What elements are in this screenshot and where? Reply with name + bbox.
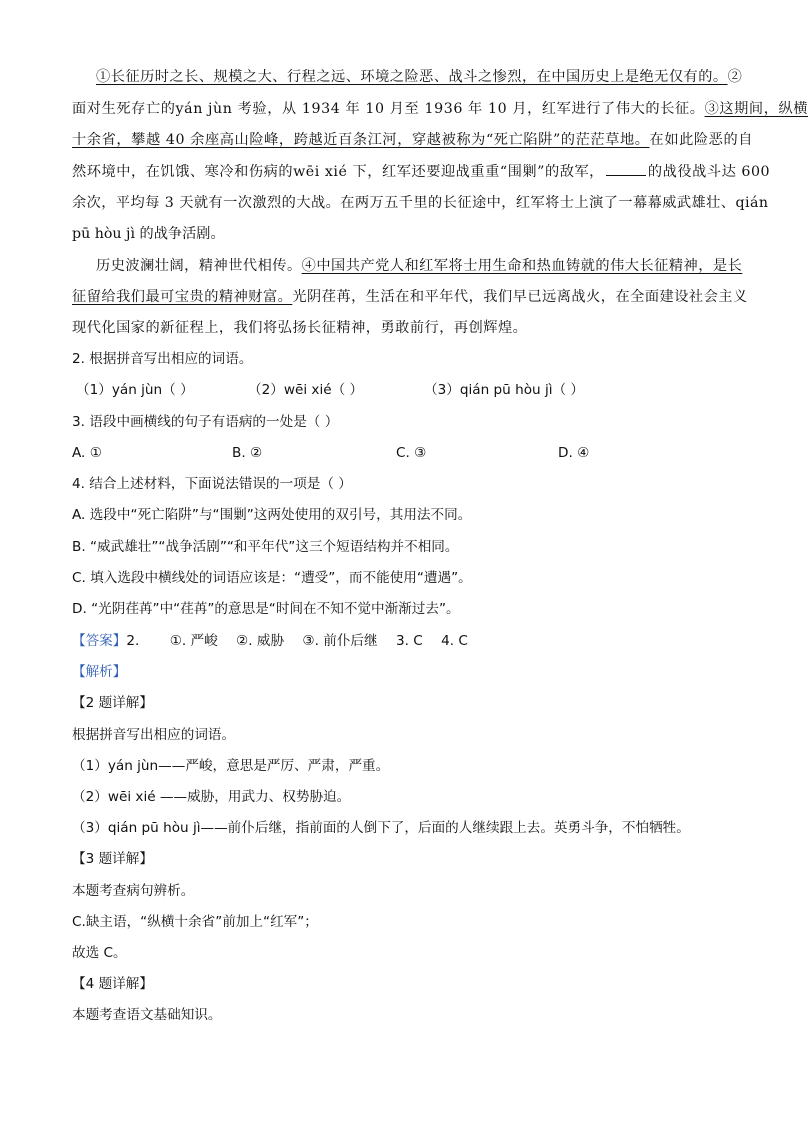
question-3-option-a: A. ① bbox=[72, 445, 102, 461]
analysis-q2-item-3: （3）qián pū hòu jì——前仆后继，指前面的人倒下了，后面的人继续跟上去。英勇斗争，不怕牺牲。 bbox=[72, 820, 690, 836]
underlined-sentence-4-end: 征留给我们最可宝贵的精神财富。 bbox=[72, 289, 293, 305]
answer-label: 【答案】 bbox=[72, 633, 127, 649]
text-segment: 在如此险恶的自 bbox=[649, 132, 754, 148]
question-4-option-b: B. “威武雄壮”“战争活剧”“和平年代”这三个短语结构并不相同。 bbox=[72, 539, 459, 555]
text-segment: 考验，从 1934 年 10 月至 1936 年 10 月，红军进行了伟大的长征。 bbox=[232, 101, 705, 117]
answer-number: 2. bbox=[126, 633, 140, 649]
question-4-option-d: D. “光阴荏苒”中“荏苒”的意思是“时间在不知不觉中渐渐过去”。 bbox=[72, 601, 460, 617]
question-4-option-a: A. 选段中“死亡陷阱”与“围剿”这两处使用的双引号，其用法不同。 bbox=[72, 507, 472, 523]
answer-item-5: 4. C bbox=[441, 633, 468, 649]
analysis-q2-text: 根据拼音写出相应的词语。 bbox=[72, 727, 236, 743]
answer-item-3: ③. 前仆后继 bbox=[302, 633, 378, 649]
answer-item-4: 3. C bbox=[395, 633, 423, 649]
passage-line-5: 余次，平均每 3 天就有一次激烈的大战。在两万五千里的长征途中，红军将士上演了一幕幕威武雄壮、qián bbox=[72, 195, 769, 211]
answer-item-1: ①. 严峻 bbox=[169, 633, 218, 649]
text-segment: 然环境中，在饥饿、寒冷和伤病的 bbox=[72, 164, 294, 180]
passage-line-9: 现代化国家的新征程上，我们将弘扬长征精神，勇敢前行，再创辉煌。 bbox=[72, 320, 528, 336]
text-segment: 下，红军还要迎战重重“围剿”的敌军， bbox=[347, 164, 604, 180]
answer-item-2: ②. 威胁 bbox=[236, 633, 285, 649]
pinyin-yanjun: yán jùn bbox=[175, 101, 233, 117]
text-segment: 历史波澜壮阔，精神世代相传。 bbox=[96, 258, 302, 274]
question-2-item-1: （1）yán jùn（ ） bbox=[76, 382, 194, 398]
analysis-q2-item-1: （1）yán jùn——严峻，意思是严厉、严肃，严重。 bbox=[72, 758, 390, 774]
underlined-sentence-3-end: 十余省，攀越 40 余座高山险峰，跨越近百条江河，穿越被称为“死亡陷阱”的茫茫草地。 bbox=[72, 132, 650, 148]
answer-line bbox=[72, 631, 468, 651]
question-3-option-b: B. ② bbox=[232, 445, 263, 461]
analysis-q4-heading: 【4 题详解】 bbox=[72, 976, 153, 992]
text-segment: 的战役战斗达 600 bbox=[647, 164, 771, 180]
passage-line-6: pū hòu jì 的战争活剧。 bbox=[72, 226, 225, 242]
question-4-stem: 4. 结合上述材料，下面说法错误的一项是（ ） bbox=[72, 476, 352, 492]
underlined-sentence-4-start: ④中国共产党人和红军将士用生命和热血铸就的伟大长征精神，是长 bbox=[301, 258, 743, 274]
question-2-item-3: （3）qián pū hòu jì（ ） bbox=[424, 382, 585, 398]
analysis-label: 【解析】 bbox=[72, 664, 127, 680]
question-3-stem: 3. 语段中画横线的句子有语病的一处是（ ） bbox=[72, 414, 339, 430]
underlined-sentence-1: ①长征历时之长、规模之大、行程之远、环境之险恶、战斗之惨烈，在中国历史上是绝无仅有的。 bbox=[96, 69, 728, 85]
question-2-stem: 2. 根据拼音写出相应的词语。 bbox=[72, 351, 253, 367]
analysis-q3-text-3: 故选 C。 bbox=[72, 945, 127, 961]
passage-line-3 bbox=[72, 130, 753, 150]
analysis-q2-heading: 【2 题详解】 bbox=[72, 695, 153, 711]
analysis-q3-heading: 【3 题详解】 bbox=[72, 851, 153, 867]
fill-blank bbox=[606, 161, 646, 176]
question-4-option-c: C. 填入选段中横线处的词语应该是：“遭受”，而不能使用“遭遇”。 bbox=[72, 570, 472, 586]
text-segment: 面对生死存亡的 bbox=[72, 101, 176, 117]
passage-line-2 bbox=[72, 99, 808, 119]
pinyin-weixie: wēi xié bbox=[293, 164, 348, 180]
analysis-q4-text-1: 本题考查语文基础知识。 bbox=[72, 1007, 222, 1023]
analysis-q3-text-1: 本题考查病句辨析。 bbox=[72, 883, 195, 899]
passage-line-8 bbox=[72, 287, 748, 307]
analysis-q2-item-2: （2）wēi xié ——威胁，用武力、权势胁迫。 bbox=[72, 789, 351, 805]
underlined-sentence-3-start: ③这期间，纵横 bbox=[704, 101, 808, 117]
analysis-q3-text-2: C.缺主语，“纵横十余省”前加上“红军”； bbox=[72, 914, 318, 930]
question-2-item-2: （2）wēi xié（ ） bbox=[248, 382, 364, 398]
marker-2: ② bbox=[727, 69, 743, 85]
text-segment: 光阴荏苒，生活在和平年代，我们早已远离战火，在全面建设社会主义 bbox=[292, 289, 748, 305]
passage-line-7 bbox=[96, 256, 742, 276]
question-3-option-c: C. ③ bbox=[396, 445, 427, 461]
passage-line-1 bbox=[96, 67, 742, 87]
passage-line-4 bbox=[72, 161, 770, 182]
question-3-option-d: D. ④ bbox=[558, 445, 590, 461]
